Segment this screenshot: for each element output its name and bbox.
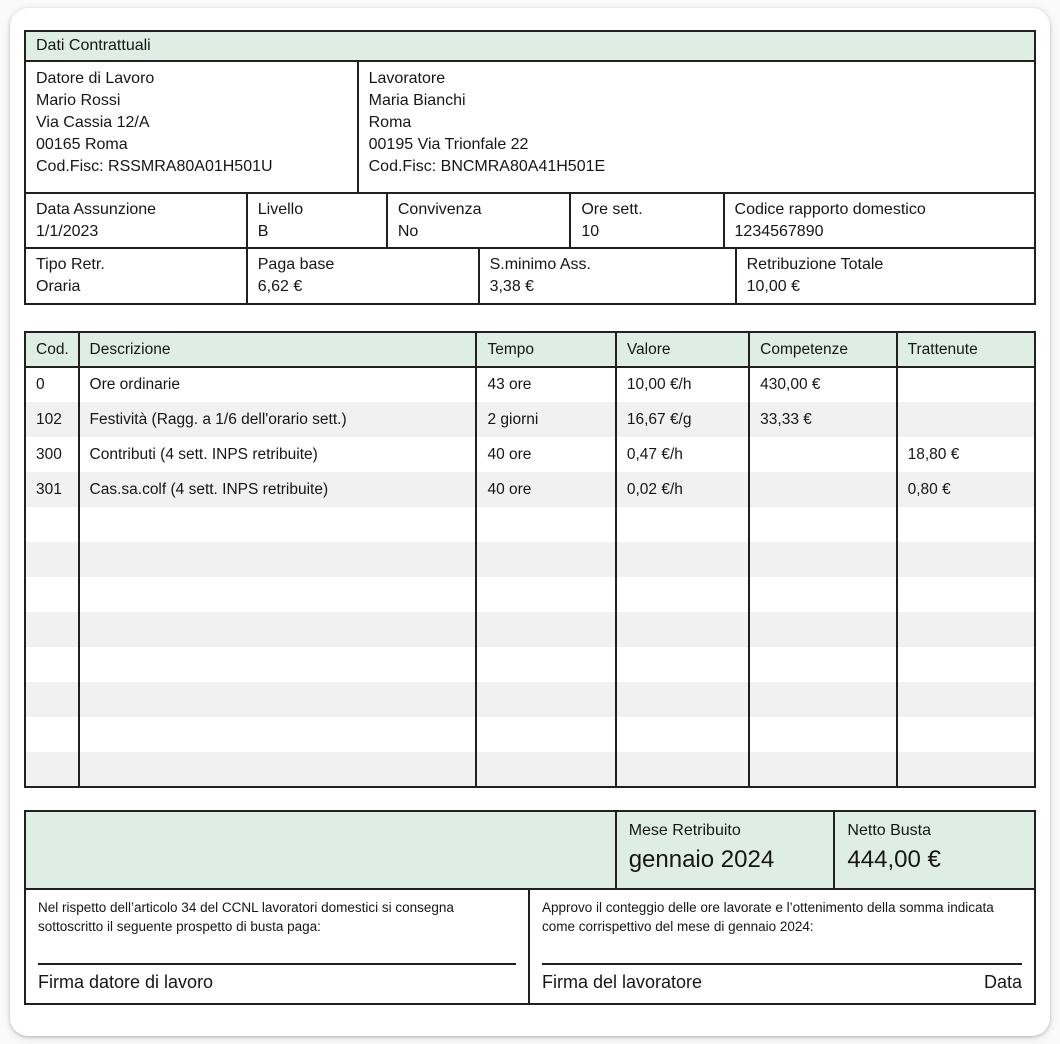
table-row [25, 402, 1035, 437]
cell: Ore ordinarie [79, 367, 477, 402]
table-row [25, 437, 1035, 472]
cell [476, 752, 615, 787]
cell [476, 717, 615, 752]
contract-details-row [24, 192, 1036, 249]
cell [749, 542, 896, 577]
worker-signature-line [542, 963, 1022, 965]
field-value: Oraria [36, 278, 81, 295]
cell [749, 682, 896, 717]
empty-table-row [25, 612, 1035, 647]
field-value: B [257, 223, 269, 240]
table-row [25, 472, 1035, 507]
summary-row [24, 810, 1036, 890]
cell [897, 682, 1035, 717]
cell: 0 [25, 367, 79, 402]
cell [897, 402, 1035, 437]
employer-cell [26, 62, 359, 192]
cell [749, 577, 896, 612]
empty-table-row [25, 717, 1035, 752]
pay-table-header-row [25, 332, 1035, 367]
cell [616, 612, 749, 647]
pay-items-table [24, 331, 1036, 788]
cell [897, 752, 1035, 787]
empty-table-row [25, 507, 1035, 542]
cell: Cas.sa.colf (4 sett. INPS retribuite) [79, 472, 477, 507]
field-value: No [397, 223, 419, 240]
net-pay-cell [835, 812, 1034, 888]
field-value: 10 [581, 223, 600, 240]
net-pay-value: 444,00 € [847, 846, 941, 873]
cell [749, 437, 896, 472]
cell: 10,00 €/h [616, 367, 749, 402]
cell [476, 612, 615, 647]
employer-signature-note: Nel rispetto dell’articolo 34 del CCNL lavoratori domestici si consegna sottoscritto il seguente prospetto di busta paga: [38, 900, 454, 934]
cell: 33,33 € [749, 402, 896, 437]
cell [79, 612, 477, 647]
cell [476, 542, 615, 577]
worker-signature-note: Approvo il conteggio delle ore lavorate e l’ottenimento della somma indicata come corrispettivo del mese di gennaio 2024: [542, 900, 994, 934]
field-value: 6,62 € [257, 278, 303, 295]
cell [25, 752, 79, 787]
employer-signature-cell [26, 890, 530, 1003]
empty-table-row [25, 682, 1035, 717]
empty-table-row [25, 577, 1035, 612]
payslip-card [10, 8, 1050, 1036]
empty-table-row [25, 542, 1035, 577]
cell [897, 507, 1035, 542]
cell [79, 752, 477, 787]
cell [749, 612, 896, 647]
field-livello [248, 194, 388, 247]
field-ore-settimanali [571, 194, 724, 247]
cell [897, 542, 1035, 577]
cell [476, 577, 615, 612]
cell: 0,02 €/h [616, 472, 749, 507]
cell: 430,00 € [749, 367, 896, 402]
table-row [25, 367, 1035, 402]
cell: Festività (Ragg. a 1/6 dell'orario sett.) [79, 402, 477, 437]
paid-month-label: Mese Retribuito [628, 822, 741, 839]
field-data-assunzione [26, 194, 248, 247]
employer-address: Via Cassia 12/A [36, 114, 150, 131]
field-value: 1234567890 [734, 223, 824, 240]
column-header: Trattenute [897, 332, 1035, 367]
field-salario-minimo-ass [480, 249, 737, 303]
column-header: Competenze [749, 332, 896, 367]
worker-name: Maria Bianchi [368, 92, 466, 109]
worker-city: Roma [368, 114, 412, 131]
cell [616, 752, 749, 787]
field-label: Retribuzione Totale [746, 256, 884, 273]
net-pay-label: Netto Busta [847, 822, 932, 839]
column-header: Valore [616, 332, 749, 367]
field-tipo-retribuzione [26, 249, 248, 303]
field-retribuzione-totale [737, 249, 1034, 303]
cell [25, 542, 79, 577]
worker-fiscal-code: Cod.Fisc: BNCMRA80A41H501E [368, 158, 606, 175]
field-label: Codice rapporto domestico [734, 201, 926, 218]
cell [616, 577, 749, 612]
cell: 0,80 € [897, 472, 1035, 507]
field-label: Paga base [257, 256, 335, 273]
cell: 16,67 €/g [616, 402, 749, 437]
cell: 18,80 € [897, 437, 1035, 472]
worker-signature-cell [530, 890, 1034, 1003]
cell [616, 647, 749, 682]
empty-table-row [25, 752, 1035, 787]
worker-cell [359, 62, 1034, 192]
cell: 0,47 €/h [616, 437, 749, 472]
cell [897, 717, 1035, 752]
cell [897, 367, 1035, 402]
worker-label: Lavoratore [368, 70, 446, 87]
signatures-section [24, 888, 1036, 1005]
field-label: Ore sett. [581, 201, 643, 218]
pay-details-row [24, 247, 1036, 305]
cell [616, 542, 749, 577]
employer-signature-label: Firma datore di lavoro [38, 972, 214, 992]
cell [616, 682, 749, 717]
cell [749, 647, 896, 682]
cell [749, 472, 896, 507]
cell [79, 717, 477, 752]
employer-city: 00165 Roma [36, 136, 128, 153]
field-convivenza [388, 194, 571, 247]
field-value: 3,38 € [489, 278, 535, 295]
empty-table-row [25, 647, 1035, 682]
contract-section [24, 30, 1036, 305]
cell [616, 717, 749, 752]
parties-row [24, 60, 1036, 194]
cell: 2 giorni [476, 402, 615, 437]
field-value: 1/1/2023 [36, 223, 99, 240]
cell [476, 647, 615, 682]
cell [749, 717, 896, 752]
cell [25, 612, 79, 647]
cell [749, 507, 896, 542]
field-paga-base [248, 249, 480, 303]
cell [79, 577, 477, 612]
cell [25, 647, 79, 682]
column-header: Cod. [25, 332, 79, 367]
cell [476, 507, 615, 542]
paid-month-cell [617, 812, 836, 888]
worker-signature-label: Firma del lavoratore [542, 972, 703, 992]
cell [79, 507, 477, 542]
employer-signature-line [38, 963, 516, 965]
contract-section-title: Dati Contrattuali [24, 30, 1036, 62]
paid-month-value: gennaio 2024 [628, 846, 775, 873]
field-label: Convivenza [397, 201, 482, 218]
cell [25, 682, 79, 717]
cell [25, 717, 79, 752]
cell: 102 [25, 402, 79, 437]
cell [25, 577, 79, 612]
cell [616, 507, 749, 542]
cell: 301 [25, 472, 79, 507]
employer-name: Mario Rossi [36, 92, 121, 109]
cell [79, 542, 477, 577]
summary-spacer-cell [26, 812, 617, 888]
date-label: Data [983, 972, 1022, 992]
cell [25, 507, 79, 542]
column-header: Tempo [476, 332, 615, 367]
cell [79, 682, 477, 717]
cell: 300 [25, 437, 79, 472]
cell [476, 682, 615, 717]
employer-label: Datore di Lavoro [36, 70, 155, 87]
field-label: S.minimo Ass. [489, 256, 591, 273]
field-value: 10,00 € [746, 278, 800, 295]
cell [897, 577, 1035, 612]
cell: 43 ore [476, 367, 615, 402]
column-header: Descrizione [79, 332, 477, 367]
cell: Contributi (4 sett. INPS retribuite) [79, 437, 477, 472]
field-label: Livello [257, 201, 304, 218]
field-label: Data Assunzione [36, 201, 157, 218]
employer-fiscal-code: Cod.Fisc: RSSMRA80A01H501U [36, 158, 273, 175]
field-label: Tipo Retr. [36, 256, 105, 273]
field-codice-rapporto-domestico [725, 194, 1034, 247]
cell [749, 752, 896, 787]
cell [897, 612, 1035, 647]
cell [79, 647, 477, 682]
worker-address: 00195 Via Trionfale 22 [368, 136, 529, 153]
cell: 40 ore [476, 437, 615, 472]
cell [897, 647, 1035, 682]
cell: 40 ore [476, 472, 615, 507]
